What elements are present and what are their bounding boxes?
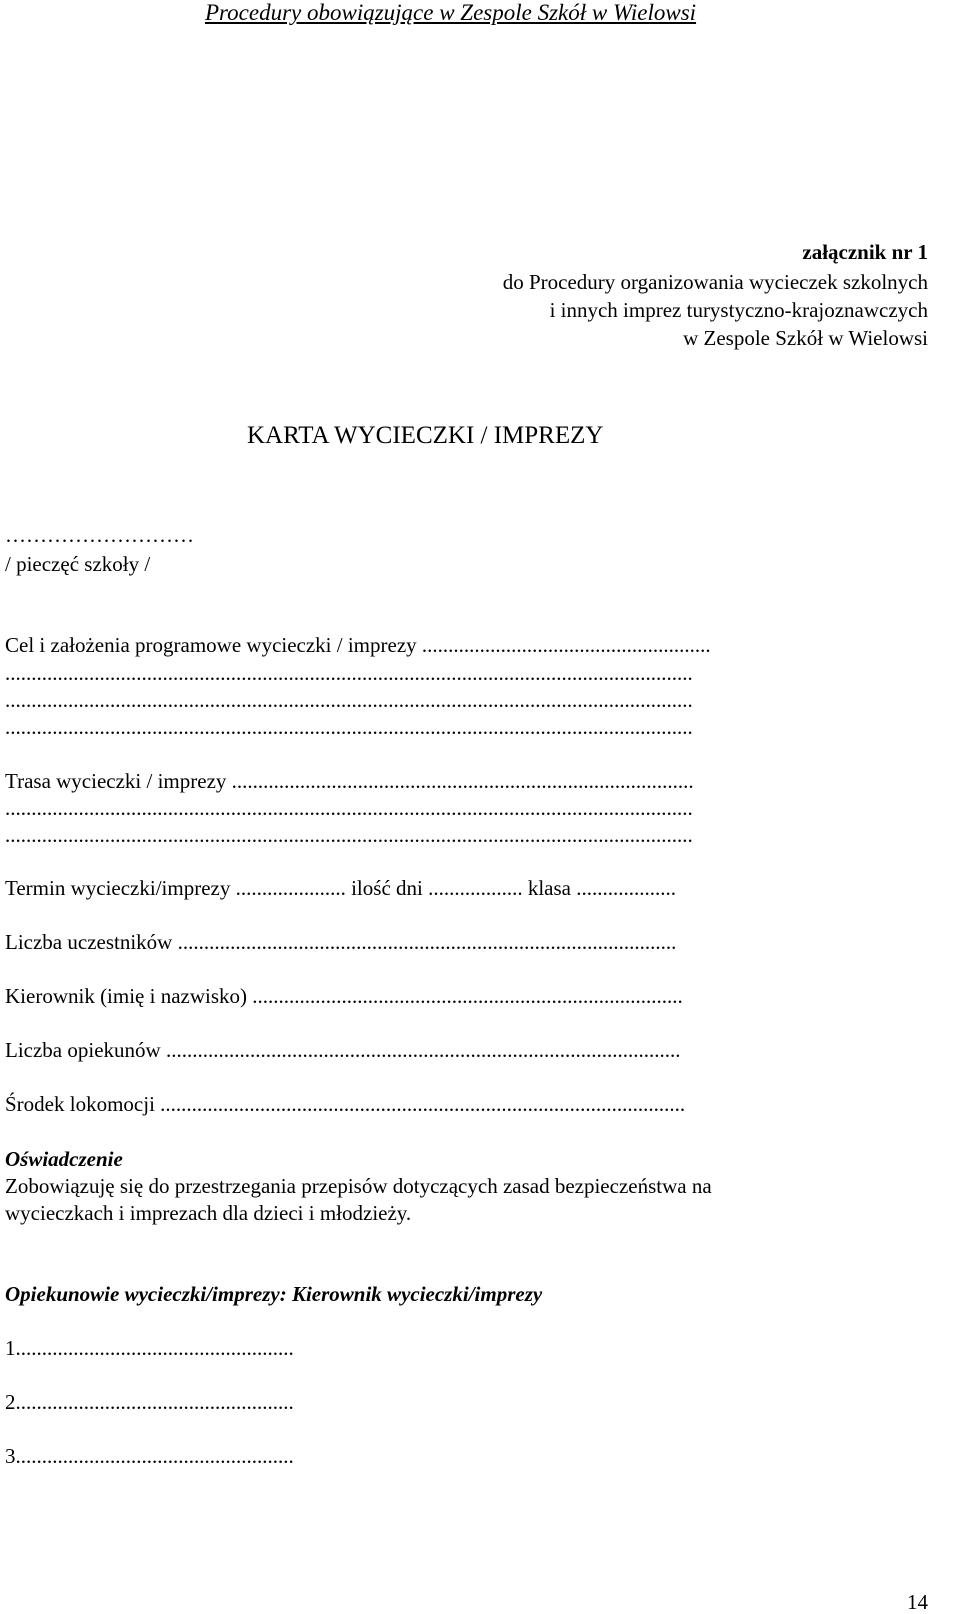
field-kierownik: Kierownik (imię i nazwisko) .................................................................................. [5, 984, 683, 1008]
field-cel: Cel i założenia programowe wycieczki / imprezy ....................................................... [5, 633, 711, 657]
annex-line-1: do Procedury organizowania wycieczek szkolnych [502, 270, 928, 294]
signature-line-1: 1..................................................... [5, 1336, 294, 1360]
declaration-heading: Oświadczenie [5, 1147, 123, 1171]
field-trasa: Trasa wycieczki / imprezy ........................................................................................ [5, 769, 694, 793]
field-cel-line-2: ................................................................................................................................... [5, 661, 693, 685]
signature-line-2: 2..................................................... [5, 1390, 294, 1414]
declaration-line-1: Zobowiązuję się do przestrzegania przepisów dotyczących zasad bezpieczeństwa na [5, 1174, 712, 1198]
field-liczba-opiekunow: Liczba opiekunów .................................................................................................. [5, 1038, 681, 1062]
document-title: KARTA WYCIECZKI / IMPREZY [247, 422, 604, 449]
field-trasa-line-2: ................................................................................................................................... [5, 796, 693, 820]
signature-line-3: 3..................................................... [5, 1444, 294, 1468]
annex-line-2: i innych imprez turystyczno-krajoznawczych [549, 298, 928, 322]
field-cel-line-4: ................................................................................................................................... [5, 715, 693, 739]
field-termin: Termin wycieczki/imprezy ..................... ilość dni .................. klasa ................... [5, 876, 676, 900]
stamp-dots: ……………………… [5, 523, 194, 547]
declaration-line-2: wycieczkach i imprezach dla dzieci i młodzieży. [5, 1201, 412, 1225]
annex-number: załącznik nr 1 [802, 240, 928, 264]
running-header: Procedury obowiązujące w Zespole Szkół w Wielowsi [205, 0, 697, 25]
signatures-heading: Opiekunowie wycieczki/imprezy: Kierownik wycieczki/imprezy [5, 1282, 543, 1306]
stamp-label: / pieczęć szkoły / [5, 552, 151, 576]
field-srodek-lokomocji: Środek lokomocji .................................................................................................... [5, 1092, 686, 1116]
page-number: 14 [907, 1590, 928, 1614]
annex-line-3: w Zespole Szkół w Wielowsi [683, 326, 928, 350]
field-liczba-uczestnikow: Liczba uczestników ............................................................................................... [5, 930, 677, 954]
field-trasa-line-3: ................................................................................................................................... [5, 823, 693, 847]
field-cel-line-3: ................................................................................................................................... [5, 688, 693, 712]
